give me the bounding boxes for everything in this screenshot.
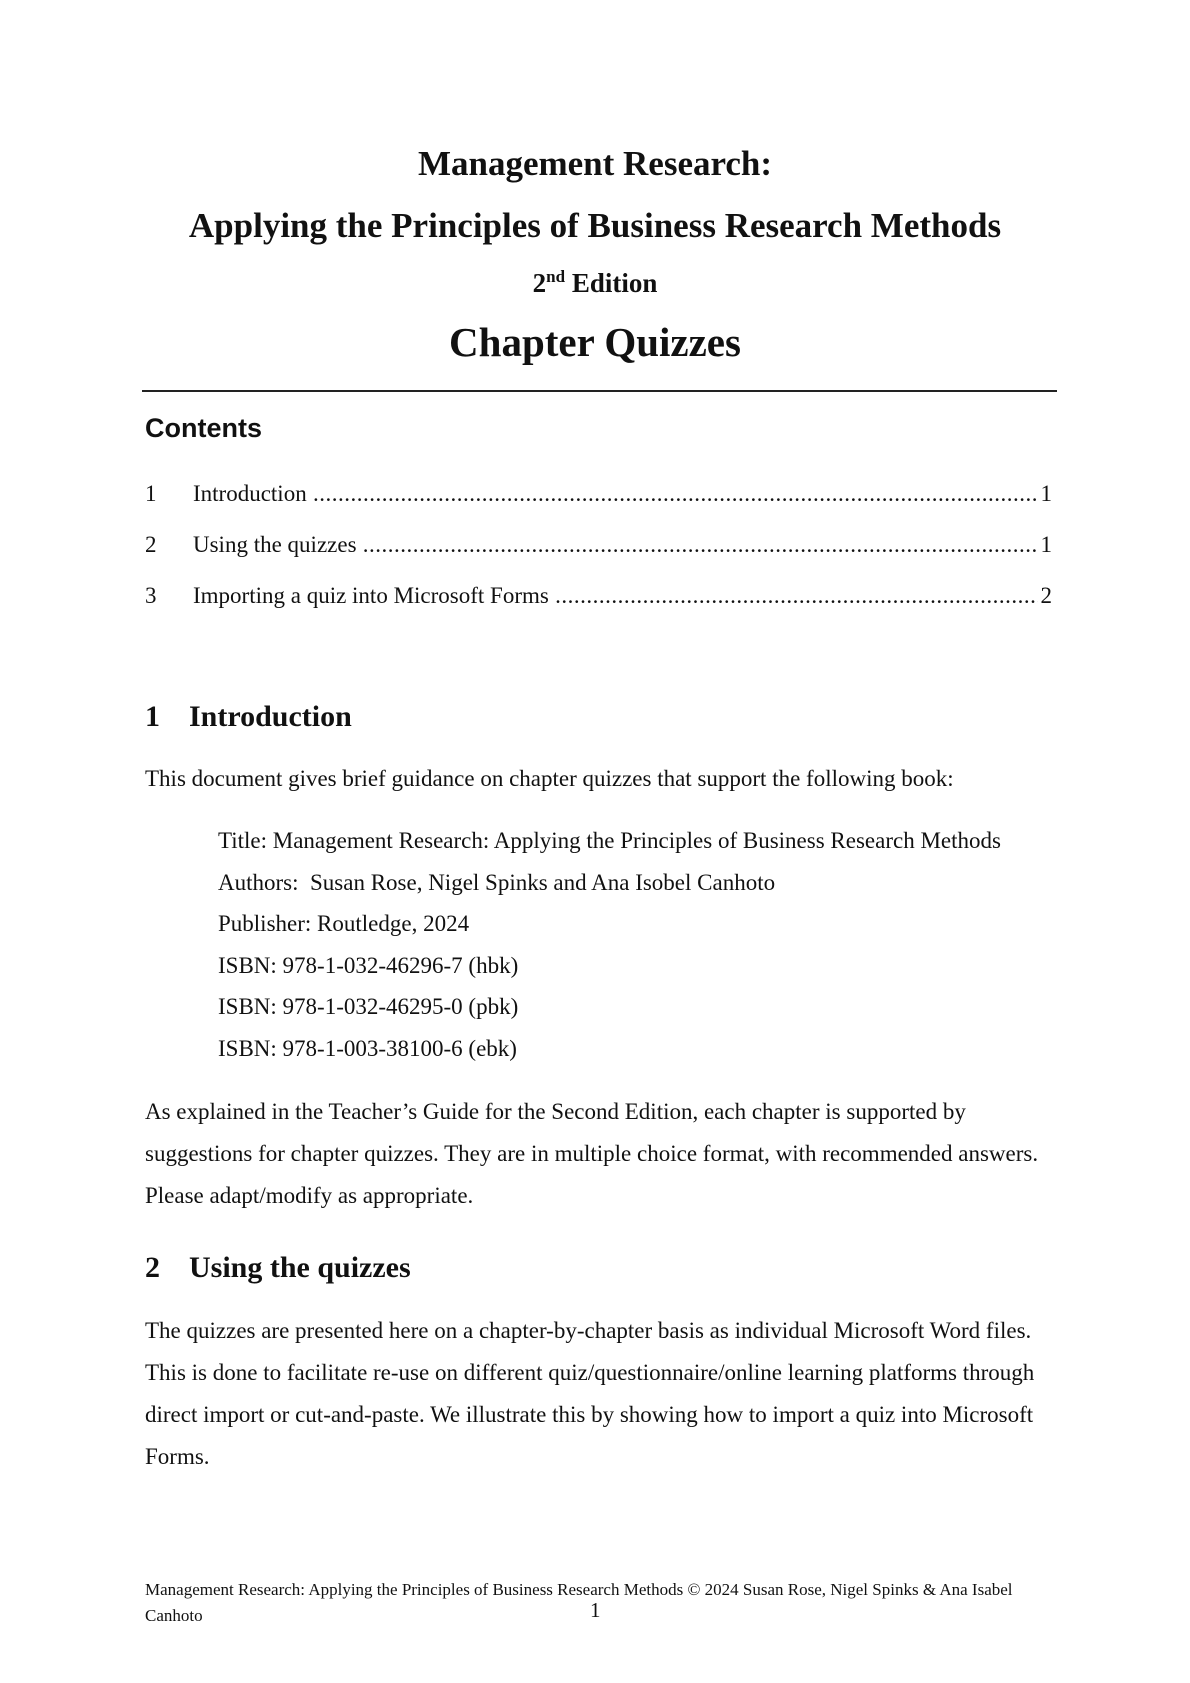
introduction-paragraph: This document gives brief guidance on chapter quizzes that support the following book:	[145, 766, 954, 791]
toc-entry-number: 3	[145, 583, 157, 608]
section-title: Using the quizzes	[189, 1251, 411, 1284]
edition-label	[0, 268, 1190, 299]
toc-entry-page: 2	[1038, 583, 1053, 609]
toc-entry-introduction[interactable]	[145, 481, 1052, 511]
toc-entry-page: 1	[1038, 532, 1053, 558]
document-title-line1: Management Research:	[417, 144, 773, 183]
book-details	[218, 820, 1001, 1069]
page-number: 1	[590, 1598, 601, 1622]
section-heading-introduction	[145, 700, 352, 734]
edition-number: 2	[532, 268, 547, 298]
section-number: 2	[145, 1251, 160, 1284]
book-isbn-ebk-line: ISBN: 978-1-003-38100-6 (ebk)	[218, 1035, 517, 1061]
toc-entry-using-the-quizzes[interactable]	[145, 532, 1052, 562]
document-title-line2: Applying the Principles of Business Research Methods	[188, 206, 1002, 245]
section-heading-using-the-quizzes	[145, 1251, 411, 1285]
toc-entry-page: 1	[1038, 481, 1053, 507]
toc-entry-importing-a-quiz[interactable]	[145, 583, 1052, 613]
using-quizzes-paragraph: The quizzes are presented here on a chapter-by-chapter basis as individual Microsoft Word files. This is done to facilitate re-use on different quiz/questionnaire/online learning platforms through direct import or cut-and-paste. We illustrate this by showing how to import a quiz into Microsoft Forms.	[145, 1318, 1035, 1469]
book-isbn-pbk-line: ISBN: 978-1-032-46295-0 (pbk)	[218, 994, 519, 1019]
introduction-body-paragraph: As explained in the Teacher’s Guide for the Second Edition, each chapter is supported by suggestions for chapter quizzes. They are in multiple choice format, with recommended answers. Please adapt/modify as appropriate.	[145, 1099, 1039, 1208]
book-authors-line: Authors: Susan Rose, Nigel Spinks and Ana Isobel Canhoto	[218, 869, 776, 895]
section-number: 1	[145, 700, 160, 733]
toc-entry-number: 1	[145, 481, 157, 506]
book-isbn-hbk-line: ISBN: 978-1-032-46296-7 (hbk)	[218, 952, 519, 978]
section-title: Introduction	[189, 700, 352, 733]
title-divider	[142, 390, 1057, 392]
toc-entry-title: Using the quizzes .....	[193, 532, 1052, 558]
page-footer: Management Research: Applying the Principles of Business Research Methods © 2024 Susan Rose, Nigel Spinks & Ana Isabel Canhoto	[145, 1580, 1013, 1625]
toc-entry-number: 2	[145, 532, 157, 557]
toc-entry-title: Introduction .....	[193, 481, 1052, 507]
document-subtitle: Chapter Quizzes	[449, 319, 741, 365]
edition-word: Edition	[571, 268, 658, 298]
edition-suffix: nd	[546, 267, 566, 286]
book-title-line: Title: Management Research: Applying the Principles of Business Research Methods	[218, 828, 1001, 853]
contents-heading: Contents	[145, 413, 262, 443]
toc-entry-title: Importing a quiz into Microsoft Forms .....	[193, 583, 1052, 609]
book-publisher-line: Publisher: Routledge, 2024	[218, 911, 470, 936]
